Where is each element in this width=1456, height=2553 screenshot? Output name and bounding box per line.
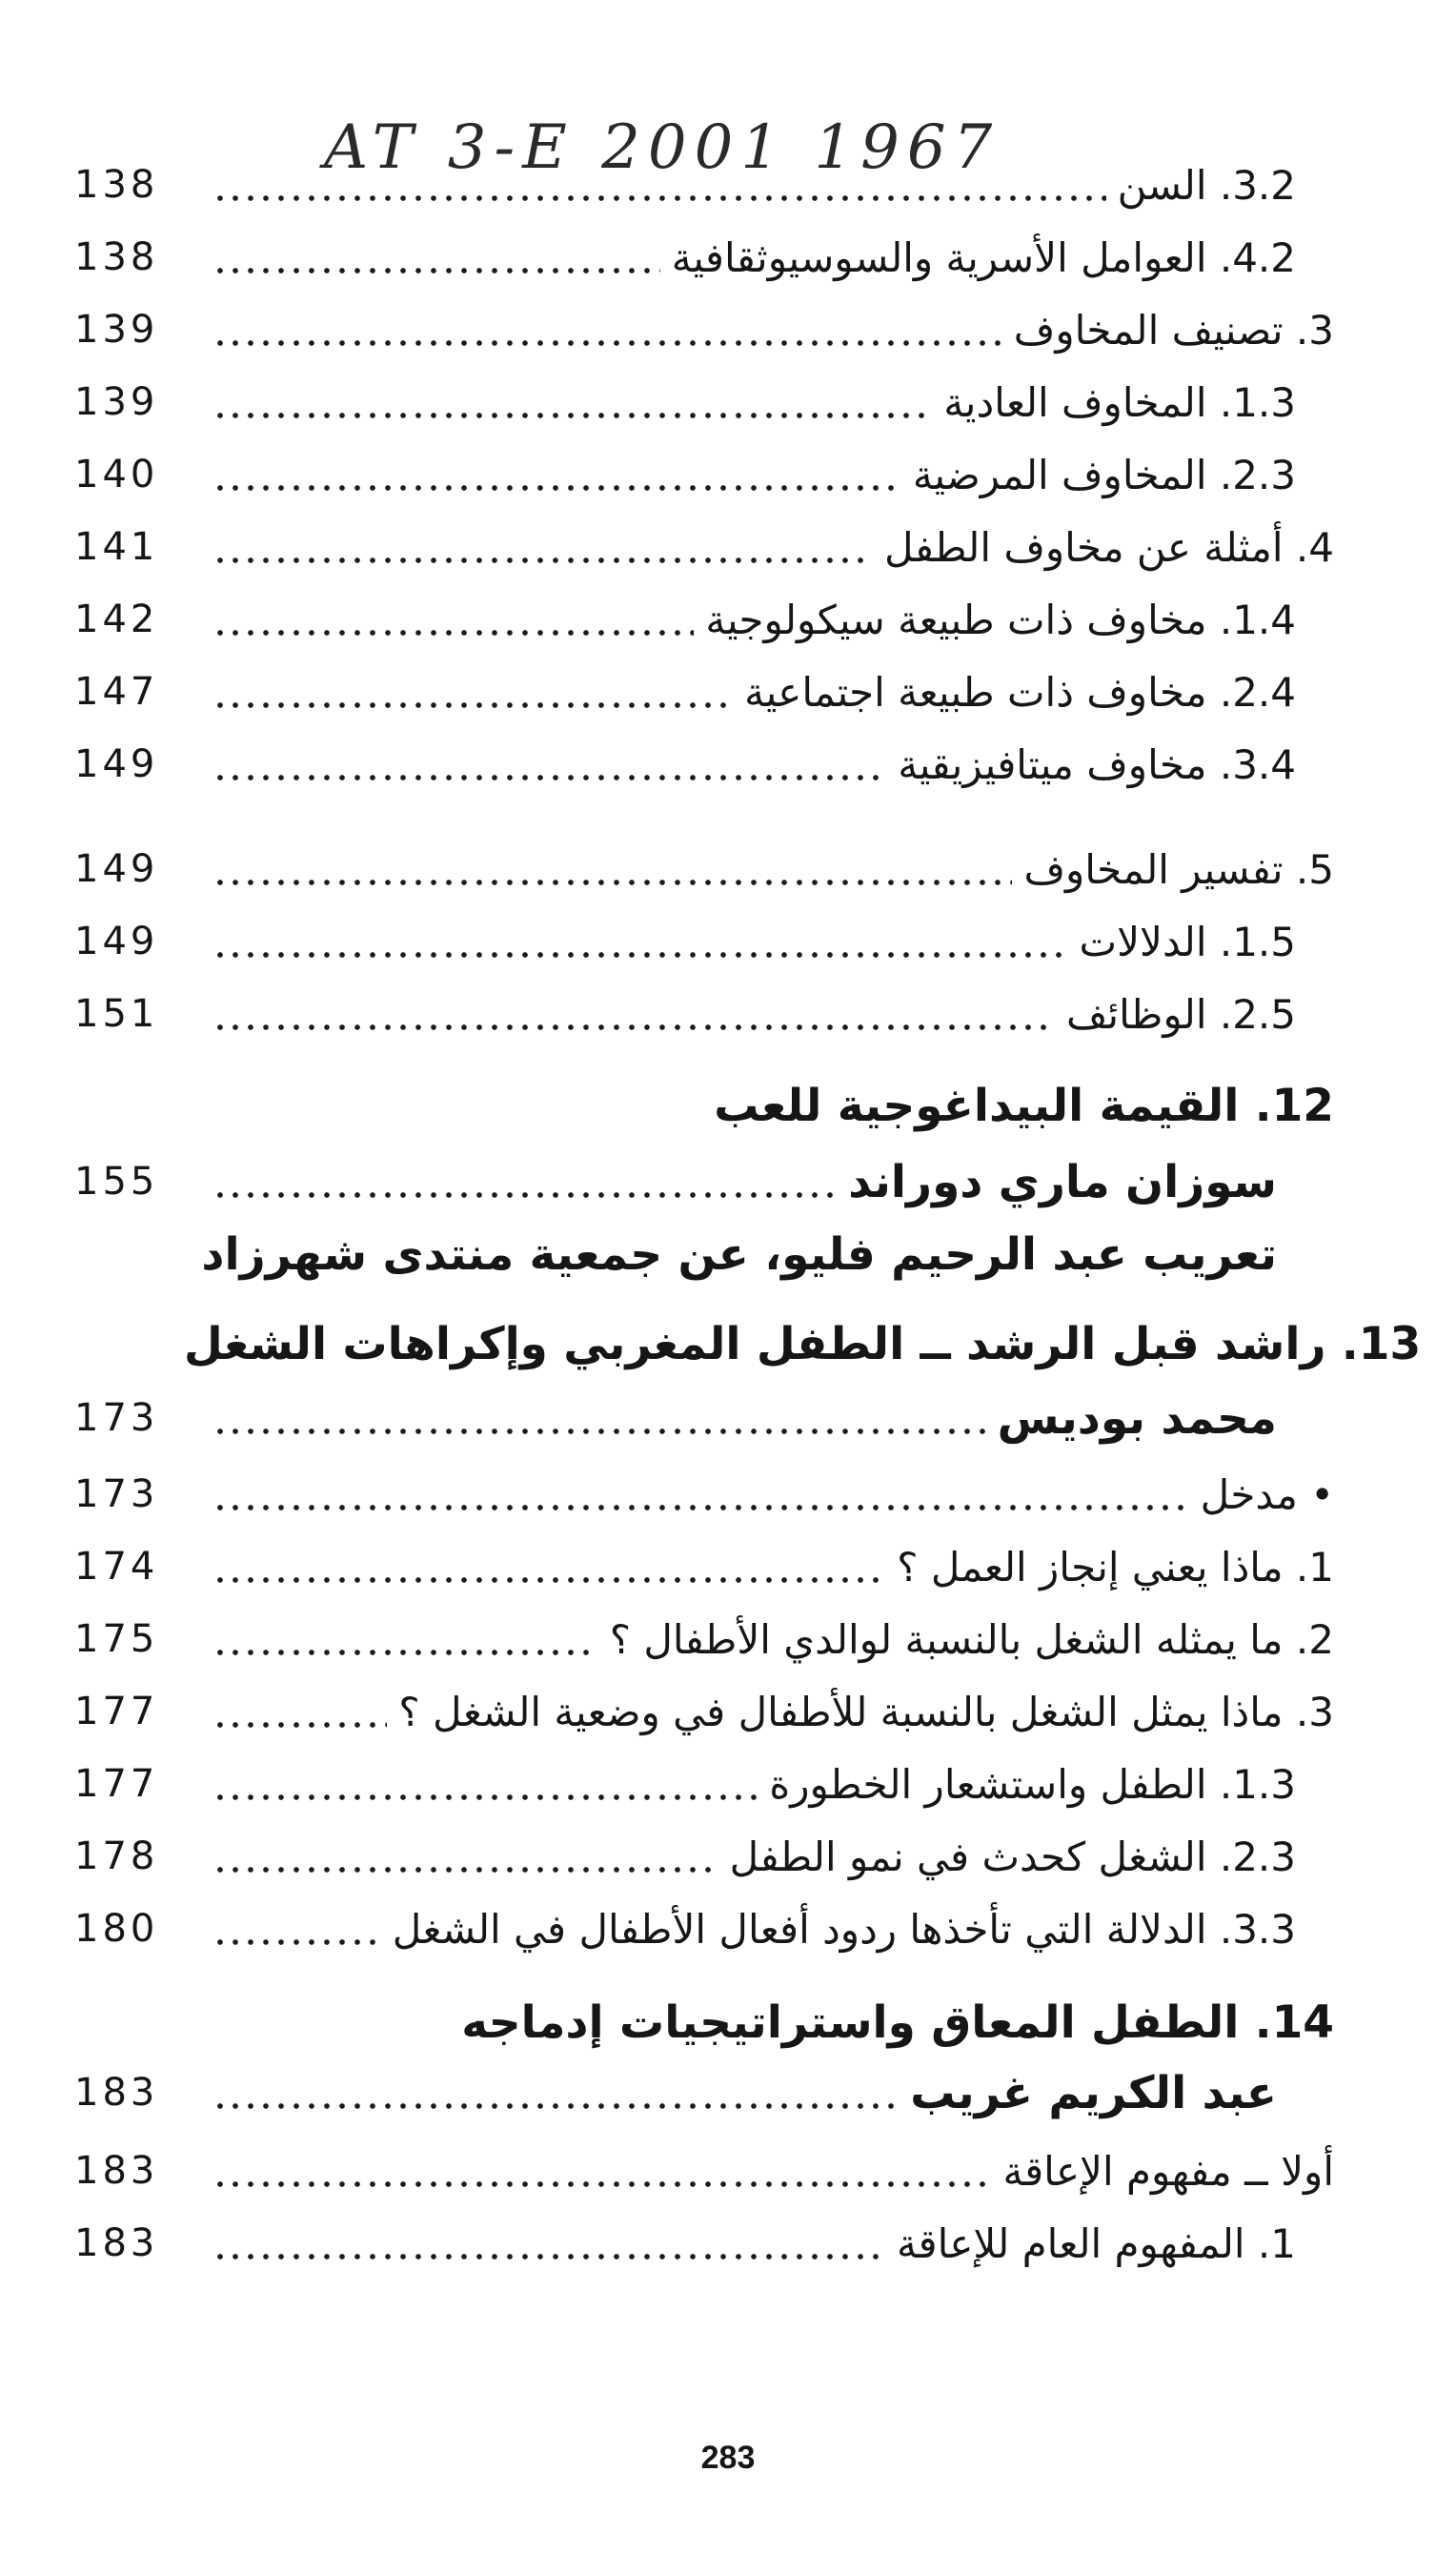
toc-entry-title: 5. تفسير المخاوف (1023, 845, 1334, 893)
toc-entry (74, 513, 1334, 581)
toc-entry-title: 14. الطفل المعاق واستراتيجيات إدماجه (461, 1996, 1334, 2049)
dot-leader (212, 772, 886, 783)
toc-entry-title: سوزان ماري دوراند (848, 1155, 1277, 1208)
toc-page-number: 140 (74, 453, 159, 496)
toc-entry-title: 1.3. الطفل واستشعار الخطورة (769, 1760, 1296, 1808)
toc-page-number: 139 (74, 308, 159, 352)
toc-entry-title: محمد بوديس (997, 1391, 1277, 1445)
toc-entry-title: 3.4. مخاوف ميتافيزيقية (898, 740, 1296, 788)
toc-page-number: 138 (74, 235, 159, 279)
toc-entry-title: 3. تصنيف المخاوف (1013, 306, 1334, 354)
toc-page-number: 151 (74, 992, 159, 1036)
toc-entry-title: 2.5. الوظائف (1065, 990, 1296, 1038)
toc-entry-title: 2. ما يمثله الشغل بالنسبة لوالدي الأطفال ؟ (609, 1615, 1334, 1663)
toc-entry-title: 3.3. الدلالة التي تأخذها ردود أفعال الأطفال في الشغل (392, 1905, 1296, 1953)
toc-page-number: 147 (74, 670, 159, 714)
toc-entry (74, 1147, 1334, 1216)
toc-page-number: 173 (74, 1396, 159, 1440)
dot-leader (212, 410, 932, 421)
toc-page-number: 155 (74, 1160, 159, 1204)
toc-entry-title: أولا ــ مفهوم الإعاقة (1002, 2147, 1334, 2195)
toc-entry (74, 1605, 1334, 1673)
toc-entry (74, 295, 1334, 364)
toc-page-number: 174 (74, 1545, 159, 1589)
toc-page-number: 141 (74, 525, 159, 569)
toc-entry-title: 1. المفهوم العام للإعاقة (896, 2219, 1296, 2267)
dot-leader (212, 949, 1068, 961)
toc-page-number: 173 (74, 1472, 159, 1516)
toc-entry-title: 3.2. السن (1117, 161, 1296, 209)
toc-entry (74, 1309, 1422, 1378)
toc-entry-title: 2.3. الشغل كحدث في نمو الطفل (729, 1833, 1296, 1880)
toc-entry (74, 980, 1334, 1048)
dot-leader (212, 1574, 885, 1586)
dot-leader (212, 1864, 718, 1875)
toc-page-number: 175 (74, 1617, 159, 1661)
toc-page-number: 149 (74, 847, 159, 891)
dot-leader (212, 192, 1106, 204)
dot-leader (212, 1719, 387, 1731)
toc-entry (74, 1532, 1334, 1601)
toc-entry (74, 1384, 1334, 1452)
toc-entry-title: 4.2. العوامل الأسرية والسوسيوثقافية (671, 233, 1296, 281)
toc-entry (74, 2209, 1334, 2278)
toc-entry-title: 2.4. مخاوف ذات طبيعة اجتماعية (744, 668, 1296, 716)
toc-page-number: 178 (74, 1834, 159, 1878)
toc-entry-title: 1.4. مخاوف ذات طبيعة سيكولوجية (705, 596, 1296, 643)
dot-leader (212, 627, 694, 638)
dot-leader (212, 265, 660, 276)
toc-entry (74, 1220, 1334, 1288)
toc-entry (74, 1071, 1334, 1140)
toc-entry (74, 907, 1334, 976)
dot-leader (212, 1792, 758, 1803)
toc-entry-title: 1. ماذا يعني إنجاز العمل ؟ (897, 1543, 1334, 1591)
dot-leader (212, 699, 733, 711)
toc-entry (74, 1822, 1334, 1891)
toc-entry (74, 368, 1334, 436)
toc-entry-title: 13. راشد قبل الرشد ــ الطفل المغربي وإكراهات الشغل (184, 1317, 1422, 1370)
toc-entry (74, 1750, 1334, 1818)
toc-entry-title: 3. ماذا يمثل الشغل بالنسبة للأطفال في وضعية الشغل ؟ (398, 1688, 1334, 1735)
toc-entry (74, 658, 1334, 726)
toc-entry (74, 1460, 1334, 1529)
toc-page-number: 142 (74, 598, 159, 641)
toc-page-number: 177 (74, 1762, 159, 1806)
dot-leader (212, 1502, 1189, 1513)
dot-leader (212, 1022, 1055, 1033)
toc-entry (74, 730, 1334, 799)
dot-leader (212, 555, 873, 566)
toc-entry (74, 2058, 1334, 2127)
toc-page-number: 139 (74, 380, 159, 424)
toc-entry-title: 12. القيمة البيداغوجية للعب (714, 1079, 1334, 1132)
toc-entry-title: 2.3. المخاوف المرضية (912, 451, 1296, 498)
toc-entry (74, 223, 1334, 292)
toc-entry-title: • مدخل (1200, 1470, 1334, 1518)
toc-entry-title: تعريب عبد الرحيم فليو، عن جمعية منتدى شهرزاد (201, 1227, 1277, 1281)
page-number: 283 (700, 2440, 756, 2476)
toc-entry-title: 1.3. المخاوف العادية (943, 378, 1296, 426)
toc-entry (74, 1894, 1334, 1963)
toc-page-number: 183 (74, 2221, 159, 2265)
toc-page-number: 180 (74, 1907, 159, 1951)
dot-leader (212, 1936, 381, 1948)
toc-page-number: 183 (74, 2071, 159, 2115)
dot-leader (212, 1426, 986, 1437)
toc-entry (74, 440, 1334, 509)
toc-entry-title: 4. أمثلة عن مخاوف الطفل (884, 523, 1334, 571)
toc-entry-title: 1.5. الدلالات (1079, 918, 1296, 965)
dot-leader (212, 2100, 899, 2112)
toc-entry (74, 151, 1334, 219)
toc-entry-title: عبد الكريم غريب (910, 2066, 1277, 2119)
dot-leader (212, 877, 1012, 888)
toc-page-number: 183 (74, 2149, 159, 2193)
toc-page-number: 138 (74, 163, 159, 207)
toc-entry (74, 1988, 1334, 2057)
dot-leader (212, 1189, 837, 1201)
toc-page-number: 149 (74, 742, 159, 786)
dot-leader (212, 482, 901, 494)
toc-entry (74, 2137, 1334, 2205)
toc-page-number: 177 (74, 1690, 159, 1733)
toc-entry (74, 835, 1334, 903)
dot-leader (212, 337, 1002, 349)
handwritten-note: AT 3-E 2001 1967 (324, 112, 1001, 183)
dot-leader (212, 1647, 598, 1658)
toc-page-number: 149 (74, 920, 159, 963)
dot-leader (212, 2178, 992, 2190)
toc-entry (74, 585, 1334, 654)
dot-leader (212, 2251, 885, 2262)
toc-entry (74, 1677, 1334, 1746)
